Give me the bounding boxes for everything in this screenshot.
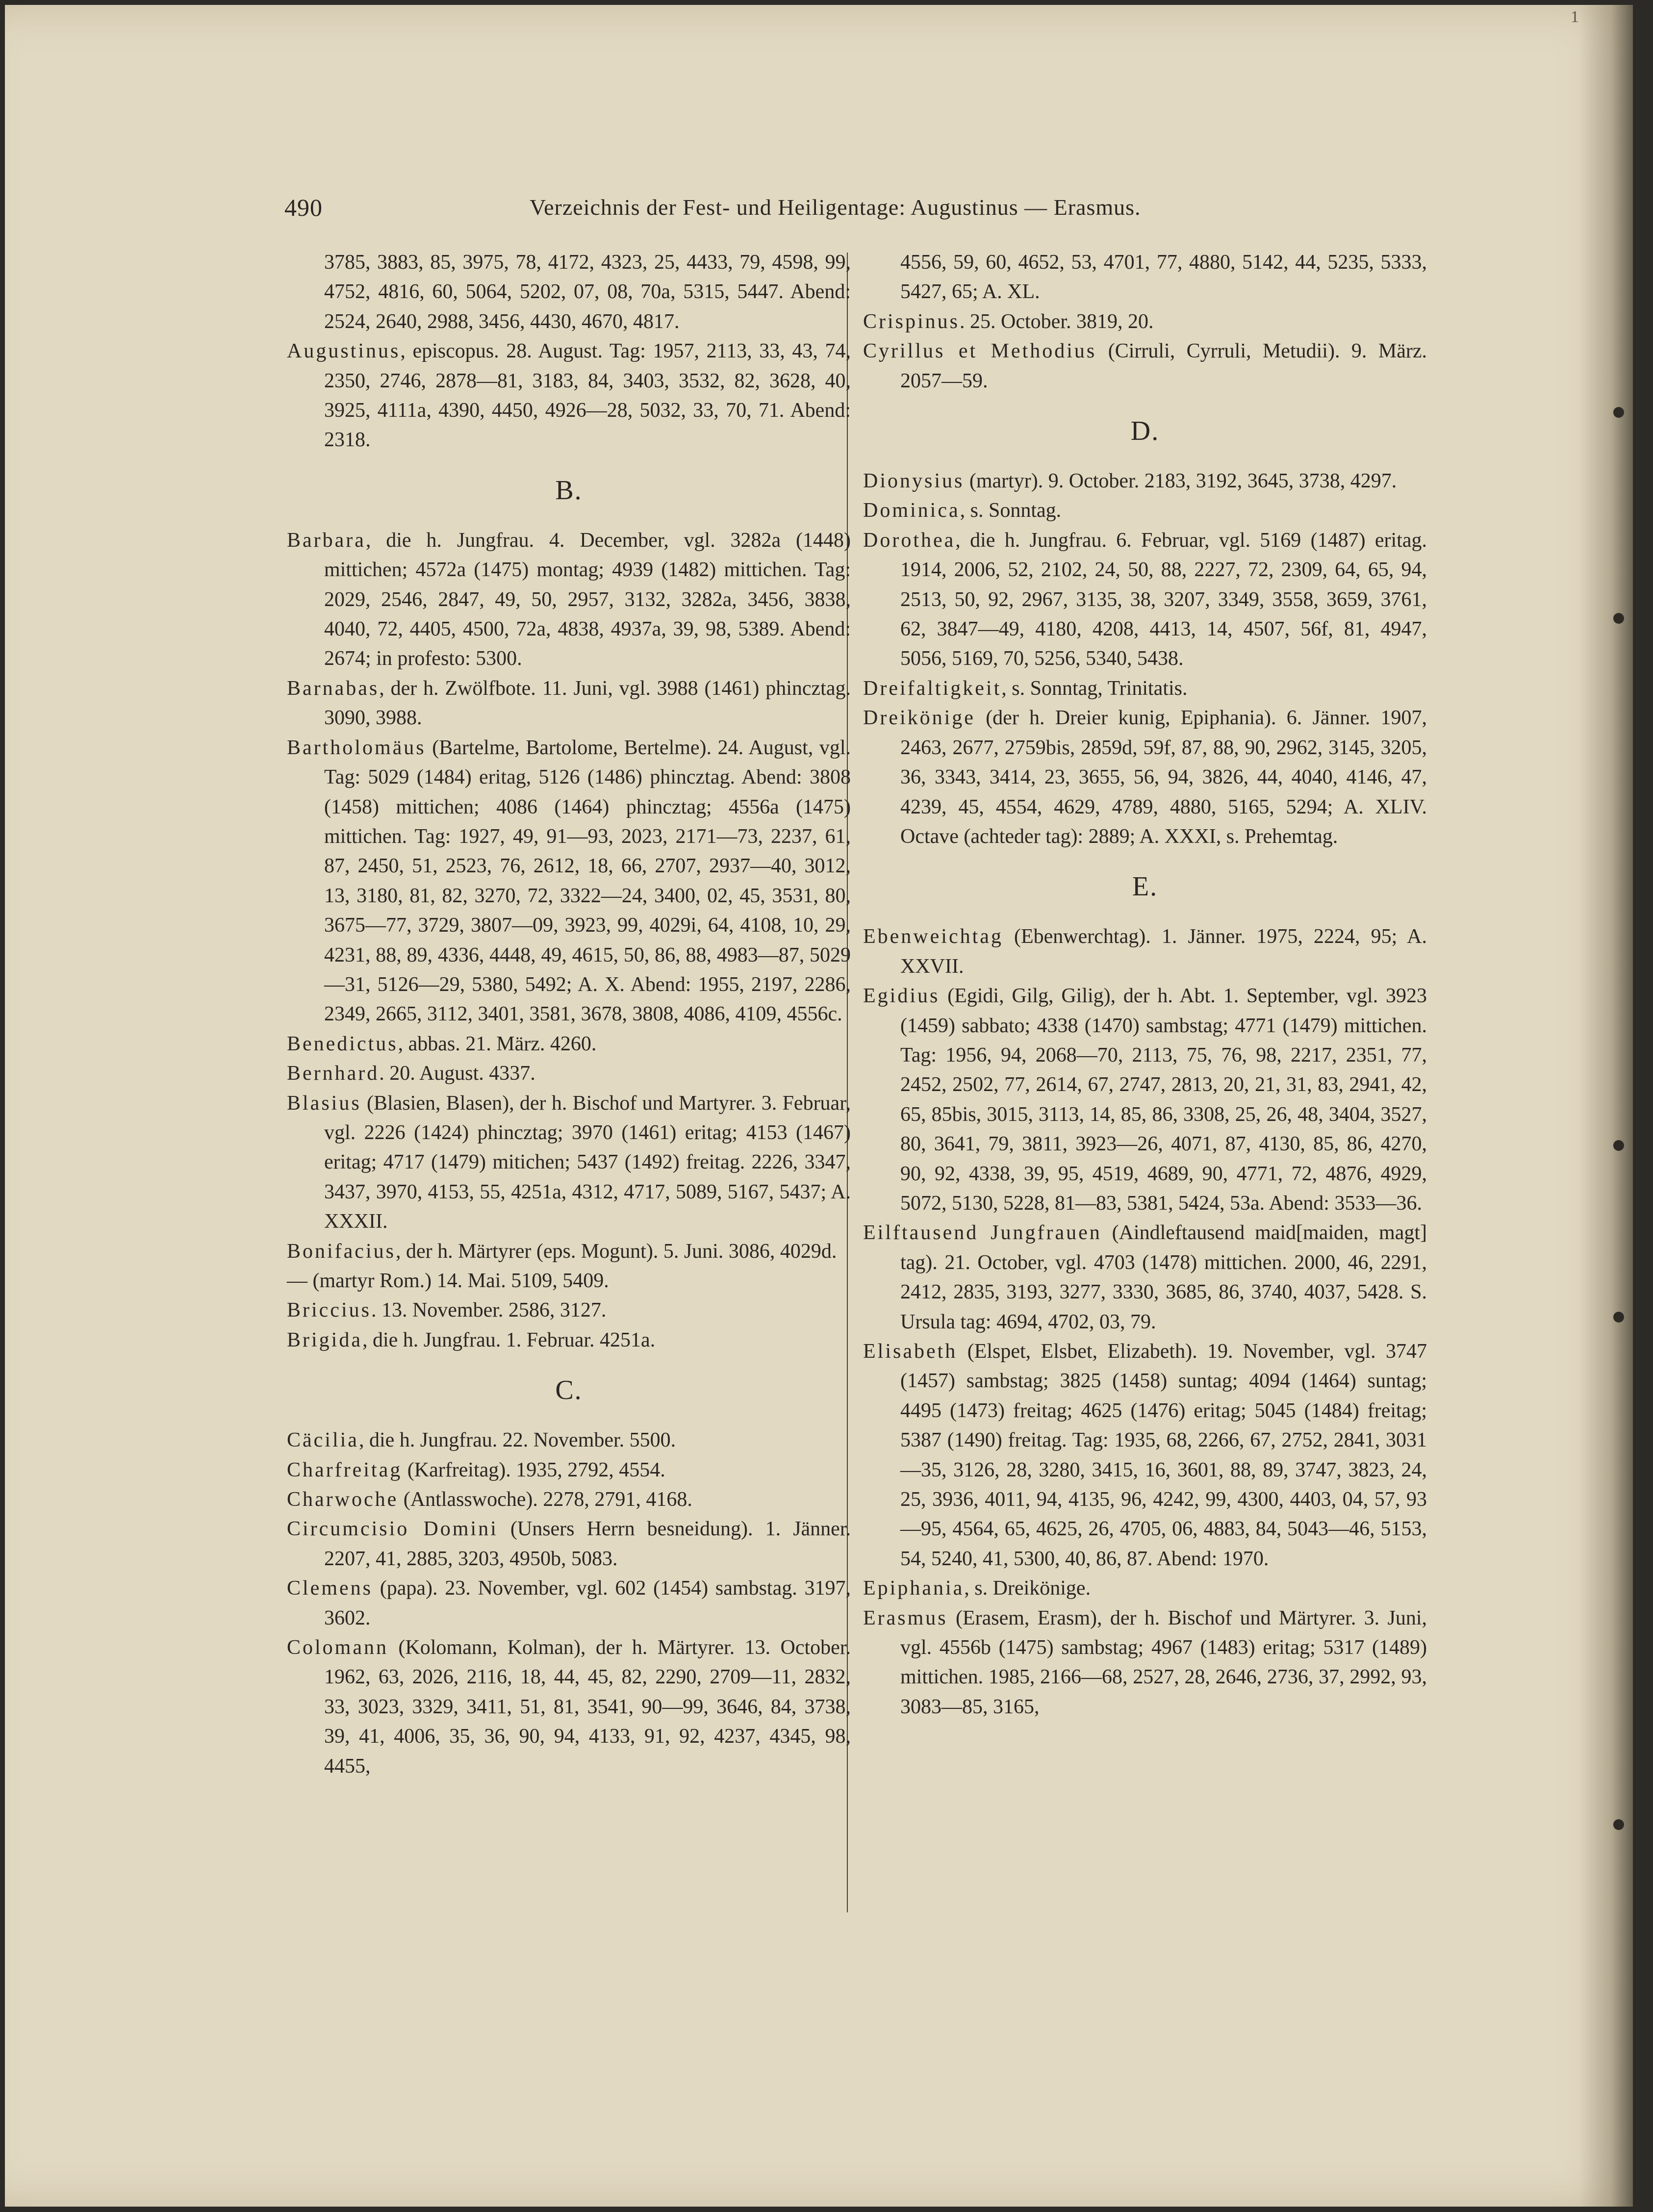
index-entry <box>287 1455 851 1485</box>
entry-text: 3785, 3883, 85, 3975, 78, 4172, 4323, 25, 4433, 79, 4598, 99, 4752, 4816, 60, 5064, 5202, 07, 08, 70a, 5315, 5447. Abend: 2524, 2640, 2988, 3456, 4430, 4670, 4817. <box>324 251 851 333</box>
index-entry <box>863 1574 1427 1603</box>
entry-headword: Cyrillus et Methodius <box>863 340 1097 363</box>
entry-headword: Elisabeth <box>863 1340 958 1363</box>
index-entry <box>863 526 1427 674</box>
entry-headword: Crispinus <box>863 310 960 333</box>
right-column <box>863 248 1427 1722</box>
index-entry <box>287 1029 851 1059</box>
entry-text: (papa). 23. November, vgl. 602 (1454) sambstag. 3197, 3602. <box>324 1577 851 1629</box>
page-number: 490 <box>284 194 323 221</box>
entry-headword: Eilftausend Jungfrauen <box>863 1221 1102 1245</box>
entry-headword: Barbara <box>287 529 366 552</box>
index-entry <box>863 336 1427 396</box>
entry-headword: Charwoche <box>287 1488 399 1511</box>
binding-hole <box>1613 613 1624 624</box>
index-entry <box>863 1603 1427 1722</box>
book-page <box>5 5 1633 2207</box>
index-entry <box>863 496 1427 525</box>
running-header <box>284 190 1172 225</box>
index-entry <box>287 1325 851 1355</box>
entry-headword: Dorothea <box>863 529 956 552</box>
entry-text: 4556, 59, 60, 4652, 53, 4701, 77, 4880, 5142, 44, 5235, 5333, 5427, 65; A. XL. <box>900 251 1427 304</box>
entry-text: (Cirruli, Cyrruli, Metudii). 9. März. 2057—59. <box>900 340 1427 392</box>
index-entry <box>287 1485 851 1514</box>
index-entry <box>287 1296 851 1325</box>
left-column <box>287 248 851 1781</box>
entry-headword: Colomann <box>287 1636 388 1659</box>
page-gutter <box>1579 5 1633 2207</box>
corner-mark: 1 <box>1571 8 1579 26</box>
index-entry <box>863 674 1427 703</box>
entry-text: — (martyr Rom.) 14. Mai. 5109, 5409. <box>287 1270 609 1292</box>
entry-text: (Bartelme, Bartolome, Bertelme). 24. August, vgl. Tag: 5029 (1484) eritag, 5126 (1486) phincztag. Abend: 3808 (1458) mittichen; 4086 (1464) phincztag; 4556a (1475) mittichen. Tag: 1927, 49, 91—93, 2023, 2171—73, 2237, 61, 87, 2450, 51, 2523, 76, 2612, 18, 66, 2707, 2937—40, 3012, 13, 3180, 81, 82, 3270, 72, 3322—24, 3400, 02, 45, 3531, 80, 3675—77, 3729, 3807—09, 3923, 99, 4029i, 64, 4108, 10, 29, 4231, 88, 89, 4336, 4448, 49, 4615, 50, 86, 88, 4983—87, 5029—31, 5126—29, 5380, 5492; A. X. Abend: 1955, 2197, 2286, 2349, 2665, 3112, 3401, 3581, 3678, 3808, 4086, 4109, 4556c. <box>324 736 851 1026</box>
index-entry <box>863 466 1427 496</box>
binding-hole <box>1613 1140 1624 1151</box>
index-entry <box>287 1574 851 1633</box>
entry-headword: Erasmus <box>863 1606 948 1629</box>
entry-text: , die h. Jungfrau. 6. Februar, vgl. 5169 (1487) eritag. 1914, 2006, 52, 2102, 24, 50, 88, 2227, 72, 2309, 64, 65, 94, 2513, 50, 92, 2967, 3135, 38, 3207, 3349, 3558, 3659, 3761, 62, 3847—49, 4180, 4208, 4413, 14, 4507, 56f, 81, 4947, 5056, 5169, 70, 5256, 5340, 5438. <box>900 529 1427 670</box>
entry-headword: Dionysius <box>863 470 965 493</box>
entry-text: (Erasem, Erasm), der h. Bischof und Märtyrer. 3. Juni, vgl. 4556b (1475) sambstag; 4967 (1483) eritag; 5317 (1489) mittichen. 1985, 2166—68, 2527, 28, 2646, 2736, 37, 2992, 93, 3083—85, 3165, <box>900 1606 1427 1718</box>
index-entry <box>287 1237 851 1266</box>
entry-text: , abbas. 21. März. 4260. <box>398 1032 597 1055</box>
binding-hole <box>1613 1312 1624 1322</box>
entry-headword: Dreifaltigkeit <box>863 677 1002 700</box>
binding-hole <box>1613 407 1624 418</box>
entry-text: , s. Dreikönige. <box>964 1577 1091 1600</box>
entry-text: (martyr). 9. October. 2183, 3192, 3645, 3738, 4297. <box>964 470 1397 493</box>
entry-headword: Barnabas <box>287 677 380 700</box>
entry-text: (Blasien, Blasen), der h. Bischof und Martyrer. 3. Februar, vgl. 2226 (1424) phincztag; 3970 (1461) eritag; 4153 (1467) eritag; 4717 (1479) mitichen; 5437 (1492) freitag. 2226, 3347, 3437, 3970, 4153, 55, 4251a, 4312, 4717, 5089, 5167, 5437; A. XXXII. <box>324 1092 851 1233</box>
entry-headword: Circumcisio Domini <box>287 1518 498 1541</box>
entry-text: (Aindleftausend maid[maiden, magt] tag). 21. October, vgl. 4703 (1478) mittichen. 2000, 46, 2291, 2412, 2835, 3193, 3277, 3330, 3685, 86, 3740, 4037, 5428. S. Ursula tag: 4694, 4702, 03, 79. <box>900 1221 1427 1333</box>
entry-text: , die h. Jungfrau. 22. November. 5500. <box>358 1429 676 1452</box>
entry-text: (der h. Dreier kunig, Epiphania). 6. Jänner. 1907, 2463, 2677, 2759bis, 2859d, 59f, 87, 88, 90, 2962, 3145, 3205, 36, 3343, 3414, 23, 3655, 56, 94, 3826, 44, 4040, 4146, 47, 4239, 45, 4554, 4629, 4789, 4880, 5165, 5294; A. XLIV. Octave (achteder tag): 2889; A. XXXI, s. Prehemtag. <box>900 707 1427 848</box>
index-entry <box>287 526 851 674</box>
entry-text: , die h. Jungfrau. 1. Februar. 4251a. <box>362 1328 656 1351</box>
entry-headword: Bernhard <box>287 1062 380 1085</box>
index-entry <box>287 1266 851 1296</box>
entry-headword: Clemens <box>287 1577 373 1600</box>
index-entry <box>287 674 851 733</box>
entry-headword: Ebenweichtag <box>863 925 1003 948</box>
entry-text: , s. Sonntag, Trinitatis. <box>1001 677 1188 700</box>
entry-headword: Briccius <box>287 1299 371 1322</box>
entry-text: . 20. August. 4337. <box>379 1062 535 1085</box>
entry-headword: Dreikönige <box>863 707 975 730</box>
index-entry <box>863 1218 1427 1337</box>
entry-headword: Dominica <box>863 499 960 522</box>
entry-text: (Karfreitag). 1935, 2792, 4554. <box>402 1458 665 1481</box>
section-heading: C. <box>555 1375 583 1406</box>
entry-continuation <box>863 248 1427 307</box>
entry-headword: Augustinus <box>287 340 401 363</box>
entry-text: , der h. Zwölfbote. 11. Juni, vgl. 3988 (1461) phincztag. 3090, 3988. <box>324 677 851 730</box>
index-entry <box>287 1425 851 1455</box>
entry-text: , der h. Märtyrer (eps. Mogunt). 5. Juni. 3086, 4029d. <box>395 1240 837 1263</box>
entry-text: (Antlasswoche). 2278, 2791, 4168. <box>398 1488 692 1511</box>
section-heading: B. <box>555 475 583 506</box>
entry-headword: Bartholomäus <box>287 736 426 759</box>
entry-headword: Blasius <box>287 1092 361 1115</box>
binding-hole <box>1613 1819 1624 1830</box>
entry-headword: Egidius <box>863 985 940 1008</box>
entry-headword: Epiphania <box>863 1577 965 1600</box>
entry-text: . 13. November. 2586, 3127. <box>371 1299 607 1322</box>
entry-text: (Elspet, Elsbet, Elizabeth). 19. November, vgl. 3747 (1457) sambstag; 3825 (1458) suntag; 4094 (1464) suntag; 4495 (1473) freitag; 4625 (1476) eritag; 5045 (1484) freitag; 5387 (1490) freitag. Tag: 1935, 68, 2266, 67, 2752, 2841, 3031—35, 3126, 28, 3280, 3415, 16, 3601, 88, 89, 3747, 3823, 24, 25, 3936, 4011, 94, 4135, 96, 4242, 99, 4300, 4403, 04, 57, 93—95, 4564, 65, 4625, 26, 4705, 06, 4883, 84, 5043—46, 5153, 54, 5240, 41, 5300, 40, 86, 87. Abend: 1970. <box>900 1340 1427 1570</box>
index-entry <box>287 1089 851 1237</box>
index-entry <box>287 1514 851 1574</box>
entry-text: , die h. Jungfrau. 4. December, vgl. 3282a (1448) mittichen; 4572a (1475) montag; 4939 (1482) mittichen. Tag: 2029, 2546, 2847, 49, 50, 2957, 3132, 3282a, 3456, 3838, 4040, 72, 4405, 4500, 72a, 4838, 4937a, 39, 98, 5389. Abend: 2674; in profesto: 5300. <box>324 529 851 670</box>
entry-text: (Unsers Herrn besneidung). 1. Jänner. 2207, 41, 2885, 3203, 4950b, 5083. <box>324 1518 851 1570</box>
section-heading: D. <box>1130 416 1160 447</box>
index-entry <box>287 733 851 1029</box>
index-entry <box>863 981 1427 1218</box>
index-entry <box>863 1337 1427 1574</box>
index-entry <box>287 336 851 455</box>
section-heading: E. <box>1132 871 1158 902</box>
entry-text: (Kolomann, Kolman), der h. Märtyrer. 13. October. 1962, 63, 2026, 2116, 18, 44, 45, 82, 2290, 2709—11, 2832, 33, 3023, 3329, 3411, 51, 81, 3541, 90—99, 3646, 84, 3738, 39, 41, 4006, 35, 36, 90, 94, 4133, 91, 92, 4237, 4345, 98, 4455, <box>324 1636 851 1778</box>
page-title: Verzeichnis der Fest- und Heiligentage: Augustinus — Erasmus. <box>530 195 1141 220</box>
entry-headword: Benedictus <box>287 1032 398 1055</box>
index-entry <box>863 922 1427 981</box>
index-entry <box>863 307 1427 336</box>
index-entry <box>287 1633 851 1781</box>
entry-headword: Charfreitag <box>287 1458 403 1481</box>
entry-headword: Cäcilia <box>287 1429 359 1452</box>
entry-text: . 25. October. 3819, 20. <box>960 310 1154 333</box>
entry-text: , s. Sonntag. <box>960 499 1062 522</box>
entry-continuation <box>287 248 851 336</box>
entry-headword: Bonifacius <box>287 1240 396 1263</box>
index-entry <box>863 703 1427 851</box>
index-entry <box>287 1059 851 1088</box>
entry-text: (Egidi, Gilg, Gilig), der h. Abt. 1. September, vgl. 3923 (1459) sabbato; 4338 (1470) sambstag; 4771 (1479) mittichen. Tag: 1956, 94, 2068—70, 2113, 75, 76, 98, 2217, 2351, 77, 2452, 2502, 77, 2614, 67, 2747, 2813, 20, 21, 31, 83, 2941, 42, 65, 85bis, 3015, 3113, 14, 85, 86, 3308, 25, 26, 48, 3404, 3527, 80, 3641, 79, 3811, 3923—26, 4071, 87, 4130, 85, 86, 4270, 90, 92, 4338, 39, 95, 4519, 4689, 90, 4771, 72, 4876, 4929, 5072, 5130, 5228, 81—83, 5381, 5424, 53a. Abend: 3533—36. <box>900 985 1427 1215</box>
entry-headword: Brigida <box>287 1328 362 1351</box>
entry-text: , episcopus. 28. August. Tag: 1957, 2113, 33, 43, 74, 2350, 2746, 2878—81, 3183, 84, 3403, 3532, 82, 3628, 40, 3925, 4111a, 4390, 4450, 4926—28, 5032, 33, 70, 71. Abend: 2318. <box>324 340 851 452</box>
entry-text: (Ebenwerchtag). 1. Jänner. 1975, 2224, 95; A. XXVII. <box>900 925 1427 978</box>
